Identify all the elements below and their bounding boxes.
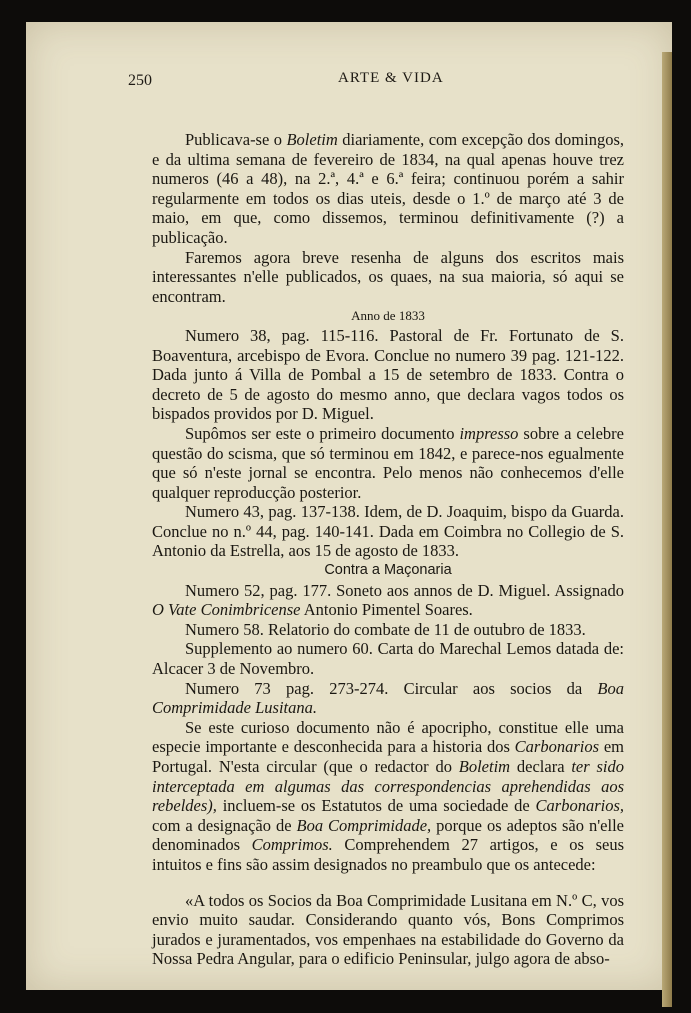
text-run: porque os adeptos são n'elle denominados bbox=[152, 815, 624, 855]
text-run: Comprehendem 27 artigos, e os seus intuitos e fins são assim designados no preambulo que os antecede: bbox=[152, 835, 624, 874]
section-subheading: Anno de 1833 bbox=[351, 308, 425, 324]
text-run: diariamente, com excepção dos domingos, e da ultima semana de fevereiro de 1834, na qual apenas houve trez numeros (46 a 48), na 2.ª, 4.ª e 6.ª feira; continuou porém a sahir regularmente em todos os dias uteis, desde o 1.º de março até 3 de maio, em que, como dissemos, terminou definitivamente (?) a publicação. bbox=[152, 130, 624, 247]
text-run: Se este curioso documento não é apocripho, constitue elle uma especie importante e desconhecida para a historia dos bbox=[152, 717, 624, 757]
text-run: Antonio Pimentel Soares. bbox=[300, 600, 473, 620]
text-run: Supômos ser este o primeiro documento bbox=[185, 423, 460, 443]
page-edge bbox=[662, 52, 672, 1007]
italic-run: Comprimos. bbox=[251, 835, 333, 855]
italic-run: Carbonarios bbox=[514, 737, 600, 757]
text-run: Numero 73 pag. 273-274. Circular aos socios da bbox=[185, 678, 598, 698]
section-heading: Contra a Maçonaria bbox=[324, 562, 452, 579]
paragraph: Numero 58. Relatorio do combate de 11 de outubro de 1833. bbox=[185, 619, 586, 639]
italic-run: Boletim bbox=[286, 130, 338, 149]
paragraph bbox=[152, 718, 624, 875]
italic-run: Carbonarios, bbox=[535, 796, 624, 816]
text-run: com a designação de bbox=[152, 815, 297, 835]
spacer bbox=[152, 875, 624, 891]
page-number: 250 bbox=[128, 72, 152, 89]
paragraph: Supplemento ao numero 60. Carta do Marechal Lemos datada de: Alcacer 3 de Novembro. bbox=[152, 639, 624, 679]
italic-run: Boletim bbox=[458, 757, 511, 776]
paragraph: Faremos agora breve resenha de alguns dos escritos mais interessantes n'elle publicados, os quaes, na sua maioria, só aqui se encontram. bbox=[152, 247, 624, 306]
paragraph: Numero 38, pag. 115-116. Pastoral de Fr. Fortunato de S. Boaventura, arcebispo de Evora. Conclue no numero 39 pag. 121-122. Dada junto á Villa de Pombal a 15 de setembro de 1833. Contra o decreto de 5 de agosto do mesmo anno, que declara vagos todos os bispados providos por D. Miguel. bbox=[152, 325, 624, 424]
paragraph bbox=[152, 424, 624, 502]
text-run: em Portugal. N'esta circular (que o redactor do bbox=[152, 737, 624, 776]
paragraph bbox=[152, 679, 624, 718]
italic-run: Boa Comprimidade, bbox=[296, 815, 432, 835]
body-text bbox=[152, 130, 624, 969]
italic-run: ter sido interceptada em algumas das correspondencias aprehendidas aos rebeldes), bbox=[152, 757, 624, 816]
running-header bbox=[128, 62, 628, 89]
text-run: Numero 52, pag. 177. Soneto aos annos de D. Miguel. Assignado bbox=[185, 580, 624, 600]
italic-run: Boa Comprimidade Lusitana. bbox=[152, 678, 624, 718]
text-run: sobre a celebre questão do scisma, que só terminou em 1842, e parece-nos egualmente que só n'este jornal se encontra. Pelo menos não conhecemos d'elle qualquer reproducção posterior. bbox=[152, 423, 624, 502]
quoted-paragraph: «A todos os Socios da Boa Comprimidade Lusitana em N.º C, vos envio muito saudar. Considerando quanto vós, Bons Comprimos jurados e juramentados, vos empenhaes na estabilidade do Governo da Nossa Pedra Angular, para o edificio Peninsular, julgo agora de abso- bbox=[152, 890, 624, 969]
italic-run: O Vate Conimbricense bbox=[152, 600, 301, 620]
paragraph: Numero 43, pag. 137-138. Idem, de D. Joaquim, bispo da Guarda. Conclue no n.º 44, pag. 140-141. Dada em Coimbra no Collegio de S. Antonio da Estrella, aos 15 de agosto de 1833. bbox=[152, 502, 624, 561]
paragraph bbox=[152, 581, 624, 620]
running-title: ARTE & VIDA bbox=[338, 70, 444, 86]
paragraph bbox=[152, 130, 624, 248]
text-run: incluem-se os Estatutos de uma sociedade de bbox=[216, 796, 536, 816]
italic-run: impresso bbox=[459, 423, 519, 443]
text-run: declara bbox=[510, 757, 572, 776]
text-run: Publicava-se o bbox=[185, 130, 287, 149]
